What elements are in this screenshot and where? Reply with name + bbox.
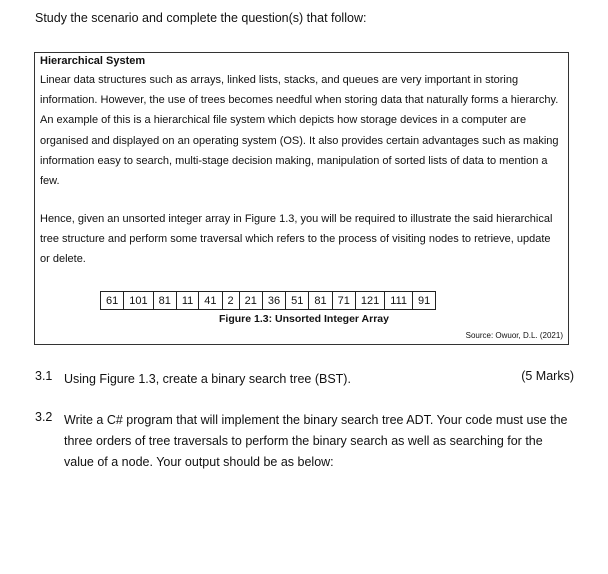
scenario-paragraph-1: Linear data structures such as arrays, linked lists, stacks, and queues are very important in storing information. However, the use of trees becomes needful when storing data that naturally forms a hierarchy. An example of this is a hierarchical file system which depicts how storage devices in a computer are organised and displayed on an operating system (OS). It also provides certain advantages such as making information easy to search, multi-stage decision making, manipulation of sorted lists of data to mention a few.: [40, 74, 559, 188]
array-cell: 36: [262, 292, 285, 309]
scenario-paragraph-2: Hence, given an unsorted integer array in Figure 1.3, you will be required to illustrate the said hierarchical tree structure and perform some traversal which refers to the process of visiting nodes to retrieve, update or delete.: [40, 213, 553, 266]
question-text: Write a C# program that will implement the binary search tree ADT. Your code must use the three orders of tree traversals to perform the binary search as well as searching for the value of a node. Your output should be as below:: [64, 413, 568, 469]
array-cell: 81: [153, 292, 176, 309]
instructions-text: Study the scenario and complete the question(s) that follow:: [35, 11, 367, 25]
array-cell: 81: [308, 292, 331, 309]
figure-caption: Figure 1.3: Unsorted Integer Array: [219, 313, 389, 325]
question-number: 3.1: [35, 369, 53, 383]
array-cell: 21: [239, 292, 262, 309]
array-cell: 101: [123, 292, 152, 309]
scenario-box: [34, 52, 569, 345]
array-cell: 41: [198, 292, 221, 309]
array-cell: 71: [332, 292, 355, 309]
array-cell: 111: [384, 292, 412, 309]
array-cell: 61: [106, 295, 119, 307]
question-number: 3.2: [35, 410, 53, 424]
array-cell: 2: [222, 292, 239, 309]
integer-array-figure: [100, 291, 436, 310]
array-cell: 11: [176, 292, 198, 309]
scenario-title: Hierarchical System: [40, 55, 146, 67]
array-cell: 51: [285, 292, 308, 309]
array-cell: 121: [355, 292, 384, 309]
question-text: Using Figure 1.3, create a binary search tree (BST).: [64, 372, 351, 386]
array-cell: 91: [412, 292, 435, 309]
question-marks: (5 Marks): [521, 369, 574, 383]
figure-source: Source: Owuor, D.L. (2021): [465, 331, 563, 340]
